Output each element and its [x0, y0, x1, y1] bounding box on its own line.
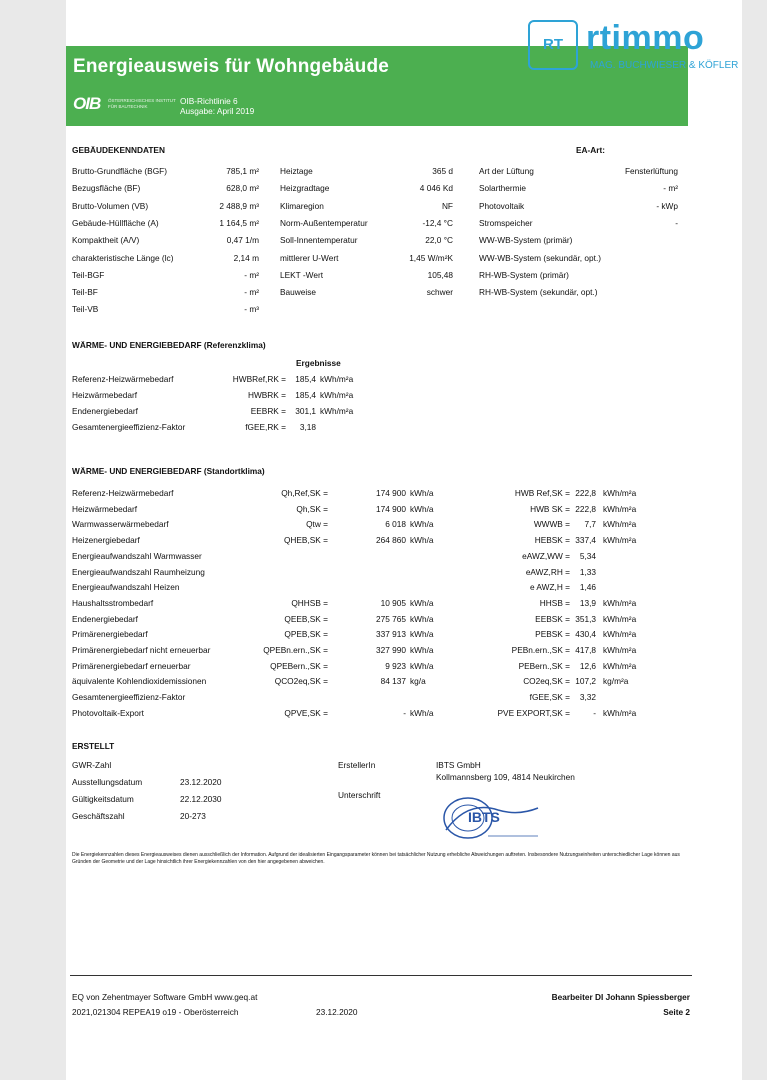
standort-value: 6 018: [385, 519, 406, 530]
klima-value: 22,0 °C: [425, 235, 453, 246]
standort-unit: kWh/a: [410, 645, 434, 655]
standort-symbol-2: HHSB =: [539, 597, 570, 608]
standort-symbol-2: HWB SK =: [530, 503, 570, 514]
standort-unit-2: kWh/m²a: [603, 597, 637, 608]
standort-unit-2: kWh/m²a: [603, 707, 637, 718]
referenz-label: Gesamtenergieeffizienz-Faktor: [72, 422, 186, 432]
gebaeude-value: 0,47 1/m: [226, 235, 259, 246]
klima-label: Soll-Innentemperatur: [280, 235, 358, 246]
standort-value-2: 13,9: [579, 597, 596, 608]
gebaeude-value: - m²: [244, 269, 259, 280]
standort-unit-2: kWh/m²a: [603, 660, 637, 671]
referenz-value: 3,18: [299, 422, 316, 432]
erstellt-value: 23.12.2020: [180, 777, 222, 787]
standort-symbol-2: CO2eq,SK =: [523, 676, 570, 687]
standort-unit-2: kWh/m²a: [603, 503, 637, 514]
standort-label: Haushaltsstrombedarf: [72, 597, 154, 608]
standort-symbol: Qh,SK =: [296, 503, 328, 514]
standort-symbol: QCO2eq,SK =: [274, 676, 328, 687]
standort-label: Heizwärmebedarf: [72, 503, 138, 514]
erstellerin-address: Kollmannsberg 109, 4814 Neukirchen: [436, 772, 575, 782]
standort-symbol-2: eAWZ,WW =: [522, 550, 570, 561]
standort-symbol-2: PEBn.ern.,SK =: [511, 645, 570, 655]
referenz-value: 301,1: [295, 406, 316, 416]
referenz-unit: kWh/m²a: [320, 374, 354, 384]
standort-unit: kWh/a: [410, 597, 434, 608]
oib-guideline: [180, 96, 254, 116]
standort-value: 10 905: [380, 597, 406, 608]
referenz-unit: kWh/m²a: [320, 390, 354, 400]
gebaeude-value: 628,0 m²: [226, 183, 259, 194]
standort-label: Primärenergiebedarf nicht erneuerbar: [72, 645, 211, 655]
gebaeude-value: 2 488,9 m³: [219, 200, 259, 211]
gebaeude-label: Brutto-Volumen (VB): [72, 200, 149, 211]
erstellt-label: Gültigkeitsdatum: [72, 794, 134, 804]
standort-value-2: 12,6: [579, 660, 596, 671]
anlage-label: Photovoltaik: [479, 200, 525, 211]
klima-value: schwer: [426, 287, 453, 298]
standort-value-2: 5,34: [579, 550, 596, 561]
standort-unit: kWh/a: [410, 535, 434, 546]
standort-value-2: 3,32: [579, 692, 596, 703]
standort-unit: kWh/a: [410, 613, 434, 624]
anlage-label: RH-WB-System (sekundär, opt.): [479, 287, 598, 298]
standort-symbol: QPEB,SK =: [284, 629, 328, 640]
erstellt-label: Ausstellungsdatum: [72, 777, 143, 787]
klima-label: Heiztage: [280, 166, 313, 176]
referenz-symbol: EEBRK =: [250, 406, 286, 416]
standort-symbol-2: HEBSK =: [534, 535, 570, 546]
anlage-label: Art der Lüftung: [479, 166, 534, 176]
standort-value: 9 923: [385, 660, 406, 671]
referenz-label: Referenz-Heizwärmebedarf: [72, 374, 174, 384]
anlage-label: WW-WB-System (primär): [479, 235, 573, 246]
standort-unit: kWh/a: [410, 707, 434, 718]
footer-bearbeiter: Bearbeiter DI Johann Spiessberger: [551, 992, 690, 1002]
ausgabe-text: Ausgabe: April 2019: [180, 106, 255, 116]
standort-value-2: 1,46: [579, 582, 596, 593]
anlage-label: RH-WB-System (primär): [479, 269, 569, 280]
footer-code: 2021,021304 REPEA19 o19 - Oberösterreich: [72, 1007, 239, 1017]
disclaimer-text: Die Energiekennzahlen dieses Energieausweises dienen ausschließlich der Information. Aufgrund der idealisierten Eingangsparameter können bei tatsächlicher Nutzung erhebliche Abweichungen auftreten. Insbesondere Nutzungseinheiten unterschiedlicher Lage können aus Gründen der Geometrie und der Lage hinsichtlich ihrer Energiekennzahlen von den hier angegebenen abweichen.: [72, 852, 680, 865]
footer-software: EQ von Zehentmayer Software GmbH www.geq.at: [72, 992, 258, 1002]
standort-value-2: 222,8: [575, 503, 596, 514]
standort-label: Warmwasserwärmebedarf: [72, 519, 169, 530]
gebaeude-label: Kompaktheit (A/V): [72, 235, 140, 246]
klima-value: NF: [441, 200, 453, 211]
klima-value: 105,48: [427, 269, 453, 280]
referenz-symbol: fGEE,RK =: [245, 422, 286, 432]
klima-label: mittlerer U-Wert: [280, 252, 339, 263]
standort-value-2: 222,8: [575, 488, 596, 498]
standort-symbol-2: PEBSK =: [535, 629, 570, 640]
ibts-stamp-signature: [438, 790, 548, 845]
standort-value: 84 137: [380, 676, 406, 687]
standort-unit-2: kWh/m²a: [603, 613, 637, 624]
section-heading-standortklima: WÄRME- UND ENERGIEBEDARF (Standortklima): [72, 466, 265, 476]
standort-symbol-2: WWWB =: [533, 519, 570, 530]
standort-unit-2: kWh/m²a: [603, 519, 637, 530]
document-title: Energieausweis für Wohngebäude: [73, 56, 390, 77]
erstellt-label: Geschäftszahl: [72, 811, 125, 821]
klima-label: Heizgradtage: [280, 183, 330, 194]
brand-name: rtimmo: [586, 19, 705, 57]
standort-value: 337 913: [376, 629, 406, 640]
anlage-value: - kWp: [656, 200, 678, 211]
standort-symbol-2: PEBern.,SK =: [518, 660, 570, 671]
standort-symbol: QPEBn.ern.,SK =: [263, 645, 328, 655]
standort-value: 264 860: [376, 535, 406, 546]
gebaeude-label: Bezugsfläche (BF): [72, 183, 141, 194]
ea-art-label: EA-Art:: [576, 145, 606, 155]
anlage-value: Fensterlüftung: [624, 166, 678, 176]
standort-value: 174 900: [376, 503, 406, 514]
gebaeude-label: Teil-BF: [72, 287, 98, 298]
rtimmo-logo: [528, 20, 742, 80]
standort-value-2: 7,7: [584, 519, 596, 530]
footer-date: 23.12.2020: [316, 1007, 358, 1017]
referenz-value: 185,4: [295, 374, 316, 384]
gebaeude-value: - m²: [244, 287, 259, 298]
standort-value-2: 1,33: [579, 566, 596, 577]
rt-logo-icon: RT: [528, 20, 578, 70]
standort-symbol-2: eAWZ,RH =: [525, 566, 570, 577]
standort-symbol-2: fGEE,SK =: [529, 692, 570, 703]
standort-label: Photovoltaik-Export: [72, 707, 144, 718]
standort-value-2: -: [593, 707, 596, 718]
referenz-value: 185,4: [295, 390, 316, 400]
gebaeude-value: - m³: [244, 304, 259, 315]
standort-value-2: 351,3: [575, 613, 596, 624]
referenz-label: Endenergiebedarf: [72, 406, 138, 416]
standort-symbol: QHHSB =: [291, 597, 328, 608]
standort-unit-2: kWh/m²a: [603, 629, 637, 640]
klima-value: -12,4 °C: [422, 217, 453, 228]
referenz-label: Heizwärmebedarf: [72, 390, 138, 400]
standort-label: Referenz-Heizwärmebedarf: [72, 488, 174, 498]
footer-divider: [70, 975, 692, 976]
standort-unit: kWh/a: [410, 519, 434, 530]
standort-value-2: 107,2: [575, 676, 596, 687]
standort-symbol-2: EEBSK =: [535, 613, 570, 624]
standort-symbol-2: HWB Ref,SK =: [514, 488, 570, 498]
klima-label: LEKT -Wert: [280, 269, 324, 280]
document-page: [66, 0, 742, 1080]
klima-value: 365 d: [432, 166, 453, 176]
standort-label: Endenergiebedarf: [72, 613, 138, 624]
anlage-value: - m²: [663, 183, 678, 194]
section-heading-referenzklima: WÄRME- UND ENERGIEBEDARF (Referenzklima): [72, 340, 266, 350]
klima-label: Norm-Außentemperatur: [280, 217, 368, 228]
standort-unit-2: kWh/m²a: [603, 535, 637, 546]
stamp-text: IBTS: [468, 809, 500, 825]
unterschrift-label: Unterschrift: [338, 790, 381, 800]
standort-unit: kWh/a: [410, 629, 434, 640]
erstellt-label: GWR-Zahl: [72, 760, 112, 770]
referenz-symbol: HWBRK =: [247, 390, 286, 400]
standort-symbol: Qh,Ref,SK =: [281, 488, 328, 498]
anlage-label: WW-WB-System (sekundär, opt.): [479, 252, 602, 263]
gebaeude-value: 2,14 m: [233, 252, 259, 263]
standort-value: 275 765: [376, 613, 406, 624]
footer-page-number: Seite 2: [663, 1007, 690, 1017]
section-heading-gebaeude: GEBÄUDEKENNDATEN: [72, 145, 165, 155]
gebaeude-value: 785,1 m²: [226, 166, 259, 176]
standort-value: -: [403, 707, 406, 718]
richtlinie-text: OIB-Richtlinie 6: [180, 96, 238, 106]
gebaeude-label: Teil-VB: [72, 304, 99, 315]
standort-value: 327 990: [376, 645, 406, 655]
standort-symbol: QHEB,SK =: [283, 535, 328, 546]
erstellt-value: 20-273: [180, 811, 206, 821]
erstellerin-name: IBTS GmbH: [436, 760, 481, 770]
section-heading-erstellt: ERSTELLT: [72, 741, 115, 751]
standort-value: 174 900: [376, 488, 406, 498]
standort-label: äquivalente Kohlendioxidemissionen: [72, 676, 207, 687]
klima-value: 4 046 Kd: [419, 183, 453, 194]
standort-label: Primärenergiebedarf erneuerbar: [72, 660, 191, 671]
anlage-label: Solarthermie: [479, 183, 527, 194]
standort-unit: kWh/a: [410, 488, 434, 498]
ergebnisse-label: Ergebnisse: [296, 358, 341, 368]
oib-logo: OIB: [73, 94, 101, 113]
standort-unit-2: kg/m²a: [603, 676, 629, 687]
standort-unit-2: kWh/m²a: [603, 645, 637, 655]
standort-value-2: 430,4: [575, 629, 596, 640]
standort-unit-2: kWh/m²a: [603, 488, 637, 498]
gebaeude-value: 1 164,5 m²: [219, 217, 259, 228]
gebaeude-label: Teil-BGF: [72, 269, 105, 280]
standort-unit: kWh/a: [410, 660, 434, 671]
standort-value-2: 417,8: [575, 645, 596, 655]
oib-institute-text: ÖSTERREICHISCHES INSTITUT FÜR BAUTECHNIK: [108, 98, 176, 109]
gebaeude-label: Brutto-Grundfläche (BGF): [72, 166, 167, 176]
standort-value-2: 337,4: [575, 535, 596, 546]
referenz-symbol: HWBRef,RK =: [232, 374, 286, 384]
standort-label: Energieaufwandszahl Warmwasser: [72, 550, 202, 561]
standort-label: Heizenergiebedarf: [72, 535, 140, 546]
anlage-value: -: [675, 217, 678, 228]
standort-symbol-2: PVE EXPORT,SK =: [497, 707, 570, 718]
standort-symbol: QPEBern.,SK =: [270, 660, 328, 671]
standort-unit: kWh/a: [410, 503, 434, 514]
klima-label: Klimaregion: [280, 200, 324, 211]
referenz-unit: kWh/m²a: [320, 406, 354, 416]
klima-value: 1,45 W/m²K: [409, 252, 453, 263]
standort-symbol: Qtw =: [306, 519, 328, 530]
standort-label: Energieaufwandszahl Raumheizung: [72, 566, 205, 577]
gebaeude-label: charakteristische Länge (lc): [72, 252, 174, 263]
standort-symbol-2: e AWZ,H =: [529, 582, 570, 593]
standort-label: Gesamtenergieeffizienz-Faktor: [72, 692, 186, 703]
gebaeude-label: Gebäude-Hüllfläche (A): [72, 217, 159, 228]
brand-subtitle: MAG. BUCHWIESER & KÖFLER: [590, 60, 739, 71]
erstellt-value: 22.12.2030: [180, 794, 222, 804]
standort-symbol: QPVE,SK =: [284, 707, 328, 718]
standort-label: Primärenergiebedarf: [72, 629, 148, 640]
standort-symbol: QEEB,SK =: [284, 613, 328, 624]
standort-unit: kg/a: [410, 676, 426, 687]
standort-label: Energieaufwandszahl Heizen: [72, 582, 180, 593]
erstellerin-label: ErstellerIn: [338, 760, 376, 770]
klima-label: Bauweise: [280, 287, 316, 298]
anlage-label: Stromspeicher: [479, 217, 533, 228]
